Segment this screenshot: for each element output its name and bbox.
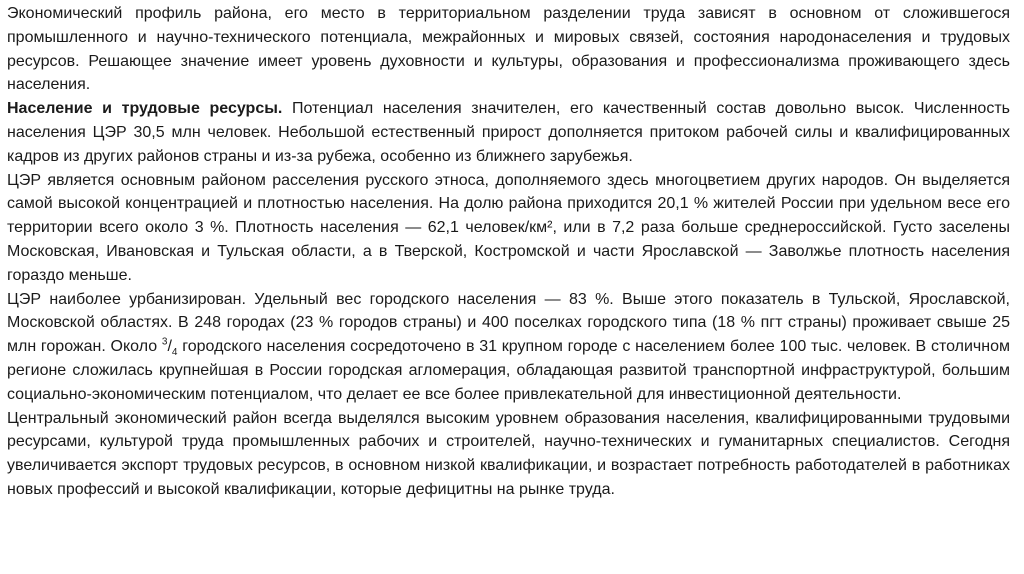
paragraph-urbanization — [7, 288, 1010, 407]
paragraph-text: ЦЭР наиболее урбанизирован. Удельный вес городского населения — 83 %. Выше этого показатель в Тульской, Ярославской, Московской областях. В 248 городах (23 % городов страны) и 400 поселках городского типа (18 % пгт страны) проживает свыше 25 млн горожан. Около — [7, 290, 1010, 356]
paragraph-text: Центральный экономический район всегда выделялся высоким уровнем образования населения, квалифицированными трудовыми ресурсами, культурой труда промышленных рабочих и строителей, научно-технических и гуманитарных специалистов. Сегодня увеличивается экспорт трудовых ресурсов, в основном низкой квалификации, и возрастает потребность работодателей в работниках новых профессий и высокой квалификации, которые дефицитны на рынке труда. — [7, 409, 1010, 498]
paragraph-text: Потенциал населения значителен, его качественный состав довольно высок. Численность населения ЦЭР 30,5 млн человек. Небольшой естественный прирост дополняется притоком рабочей силы и квалифицированных кадров из других районов страны и из-за рубежа, особенно из ближнего зарубежья. — [7, 100, 1010, 165]
fraction-slash: / — [167, 338, 172, 356]
paragraph-economic-profile — [7, 2, 1010, 97]
paragraph-text: Экономический профиль района, его место в территориальном разделении труда зависят в основном от сложившегося промышленного и научно-технического потенциала, межрайонных и мировых связей, состояния народонаселения и трудовых ресурсов. Решающее значение имеет уровень духовности и культуры, образования и профессионализма проживающего здесь населения. — [7, 5, 1010, 94]
paragraph-population — [7, 97, 1010, 168]
fraction-denominator: 4 — [171, 347, 178, 359]
paragraph-text: городского населения сосредоточено в 31 крупном городе с населением более 100 тыс. человек. В столичном регионе сложилась крупнейшая в России городская агломерация, обладающая развитой транспортной инфраструктурой, большим социально-экономическим потенциалом, что делает ее все более привлекательной для инвестиционной деятельности. — [7, 338, 1011, 403]
paragraph-settlement — [7, 169, 1010, 288]
paragraph-education — [7, 407, 1010, 502]
section-heading: Население и трудовые ресурсы. — [7, 100, 283, 118]
fraction-numerator: 3 — [161, 336, 168, 348]
paragraph-text: ЦЭР является основным районом расселения русского этноса, дополняемого здесь многоцветием других народов. Он выделяется самой высокой концентрацией и плотностью населения. На долю района приходится 20,1 % жителей России при удельном весе его территории всего около 3 %. Плотность населения — 62,1 человек/км², или в 7,2 раза больше среднероссийской. Густо заселены Московская, Ивановская и Тульская области, а в Тверской, Костромской и части Ярославской — Заволжье плотность населения гораздо меньше. — [7, 171, 1010, 284]
